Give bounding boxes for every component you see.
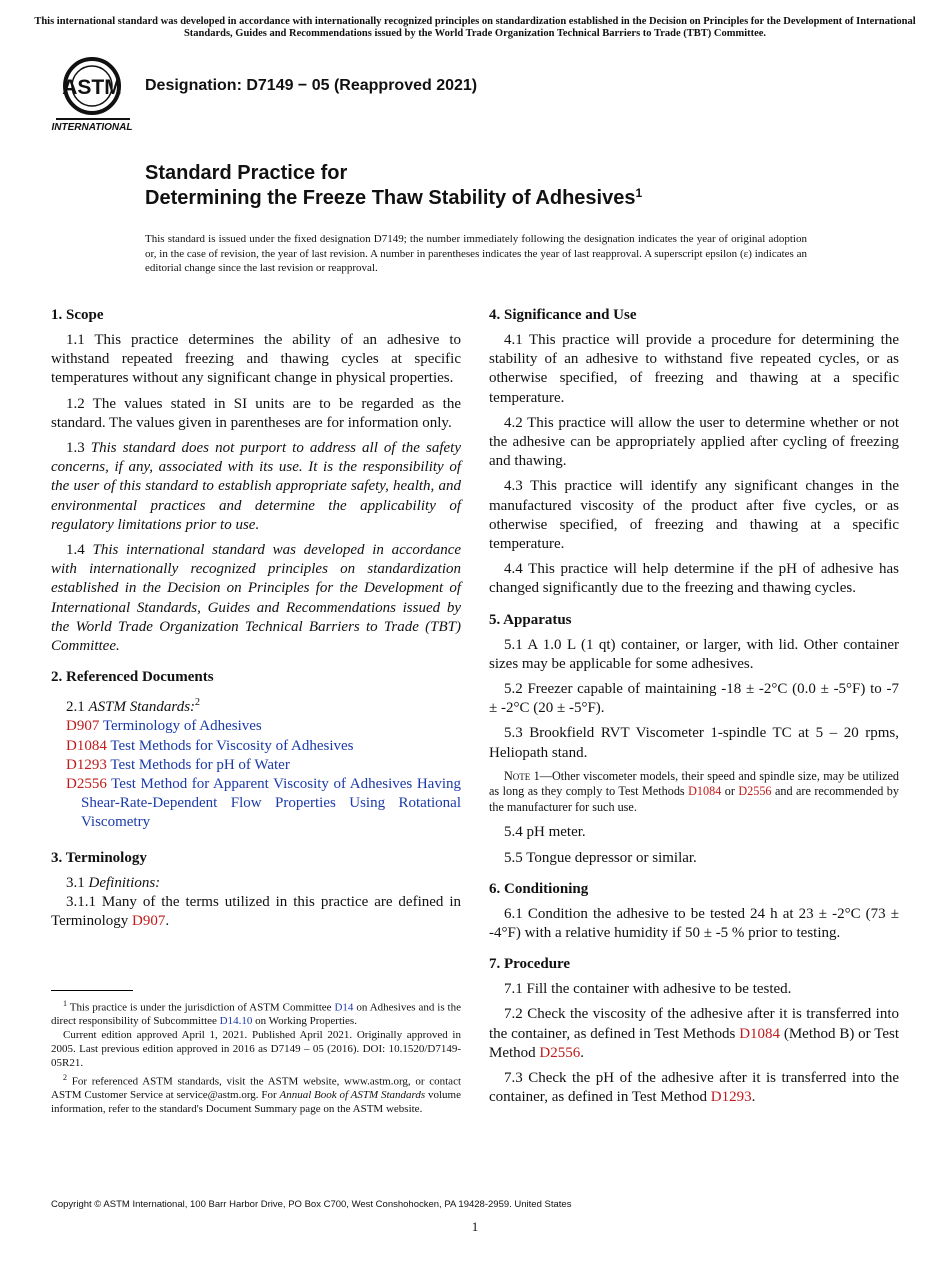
para-3-1: 3.1 Definitions: [66, 874, 161, 891]
reference-item[interactable]: D907 Terminology of Adhesives [66, 718, 262, 735]
para-1-4: 1.4 This international standard was developed in accordance with internationally recognized principles on standardization established in the Decision on Principles for the Development of International Standards, Guides and Recommendations issued by the World Trade Organization Technical Barriers to Trade (TBT) Committee. [51, 542, 462, 655]
left-column [51, 306, 461, 937]
para-5-5: 5.5 Tongue depressor or similar. [504, 849, 697, 866]
section-terminology-heading: 3. Terminology [51, 849, 147, 866]
link-d14[interactable]: D14 [334, 1001, 354, 1014]
para-7-1: 7.1 Fill the container with adhesive to be tested. [504, 981, 792, 998]
link-d1293[interactable]: D1293 [710, 1089, 752, 1106]
link-d1084[interactable]: D1084 [688, 784, 722, 799]
para-4-3: 4.3 This practice will identify any significant changes in the manufactured viscosity of the product after five cycles, or as otherwise specified, of freezing and thawing at a specific temperature. [489, 478, 899, 553]
footnote-2: $^2$ For referenced ASTM standards, visit the ASTM website, www.astm.org, or contact ASTM Customer Service at service@astm.org. For Annual Book of ASTM Standards volume information, refer to the standard's Document Summary page on the ASTM website. [51, 1072, 462, 1115]
section-procedure-heading: 7. Procedure [489, 956, 571, 973]
para-5-1: 5.1 A 1.0 L (1 qt) container, or larger, with lid. Other container sizes may be applicable for some adhesives. [489, 636, 899, 672]
footnote-current-edition: Current edition approved April 1, 2021. Published April 2021. Originally approved in 2005. Last previous edition approved in 2016 as D7149 – 05 (2016). DOI: 10.1520/D7149-05R21. [51, 1029, 461, 1069]
astm-logo [50, 55, 136, 133]
document-title [145, 161, 642, 213]
link-d2556[interactable]: D2556 [738, 784, 772, 799]
astm-logo-icon [50, 55, 136, 133]
footnote-divider [51, 990, 133, 991]
link-d1084[interactable]: D1084 [739, 1025, 781, 1042]
svg-text:ASTM: ASTM [62, 76, 122, 99]
para-4-2: 4.2 This practice will allow the user to determine whether or not the adhesive can be appropriately applied after cycling of freezing and thawing. [489, 414, 899, 470]
reference-item[interactable]: D1084 Test Methods for Viscosity of Adhesives [66, 737, 354, 754]
para-5-4: 5.4 pH meter. [504, 824, 586, 841]
page-number: 1 [471, 1219, 479, 1234]
right-column [489, 306, 899, 1113]
footnote-1: $^1$ This practice is under the jurisdiction of ASTM Committee D14 on Adhesives and is the direct responsibility of Subcommittee D14.10 on Working Properties. [51, 999, 461, 1028]
standard-issue-note: This standard is issued under the fixed designation D7149; the number immediately following the designation indicates the year of original adoption or, in the case of revision, the year of last revision. A number in parentheses indicates the year of last reapproval. A superscript epsilon (ε) indicates an editorial change since the last revision or reapproval. [145, 233, 807, 274]
link-d2556[interactable]: D2556 [539, 1044, 581, 1061]
footnotes [51, 990, 461, 1117]
section-significance-heading: 4. Significance and Use [489, 307, 637, 323]
section-conditioning-heading: 6. Conditioning [489, 880, 589, 897]
link-d907[interactable]: D907 [132, 913, 166, 930]
para-7-3: 7.3 Check the pH of the adhesive after it is transferred into the container, as defined in Test Method D1293. [489, 1069, 899, 1106]
section-scope-heading: 1. Scope [51, 307, 104, 323]
logo-label: INTERNATIONAL [51, 122, 133, 133]
para-1-2: 1.2 The values stated in SI units are to be regarded as the standard. The values given in parentheses are for information only. [51, 395, 461, 431]
section-referenced-documents-heading: 2. Referenced Documents [51, 669, 214, 686]
para-5-2: 5.2 Freezer capable of maintaining -18 ± -2°C (0.0 ± -5°F) to -7 ± -2°C (20 ± -5°F). [489, 681, 899, 717]
top-notice: This international standard was developed in accordance with internationally recognized principles on standardization established in the Decision on Principles for the Development of International Standards, Guides and Recommendations issued by the World Trade Organization Technical Barriers to Trade (TBT) Committee. [34, 16, 916, 39]
para-4-1: 4.1 This practice will provide a procedure for determining the stability of an adhesive to withstand five repeated cycles, or as otherwise specified, of freezing and thawing at a specific temperature. [489, 332, 899, 406]
title-line-1: Standard Practice for [145, 162, 348, 184]
note-1: Note 1—Other viscometer models, their speed and spindle size, may be utilized as long as they comply to Test Methods D1084 or D2556 and are recommended by the manufacturer for such use. [489, 768, 900, 814]
para-1-3: 1.3 This standard does not purport to address all of the safety concerns, if any, associated with its use. It is the responsibility of the user of this standard to establish appropriate safety, health, and environmental practices and determine the applicability of regulatory limitations prior to use. [51, 440, 461, 533]
designation: Designation: D7149 − 05 (Reapproved 2021) [145, 77, 478, 94]
para-5-3: 5.3 Brookfield RVT Viscometer 1-spindle TC at 5 – 20 rpms, Heliopath stand. [489, 725, 899, 761]
para-2-1: 2.1 ASTM Standards:$^2$ [66, 697, 201, 716]
para-7-2: 7.2 Check the viscosity of the adhesive after it is transferred into the container, as defined in Test Methods D1084 (Method B) or Test Method D2556. [489, 1006, 899, 1061]
para-4-4: 4.4 This practice will help determine if the pH of adhesive has changed significantly due to the freezing and thawing cycles. [489, 561, 899, 597]
para-1-1: 1.1 This practice determines the ability of an adhesive to withstand repeated freezing and thawing cycles at specific temperatures without any significant change in physical properties. [51, 332, 461, 387]
reference-list [66, 717, 461, 832]
reference-item[interactable]: D1293 Test Methods for pH of Water [66, 756, 290, 773]
title-footnote-mark: 1 [635, 186, 643, 200]
copyright: Copyright © ASTM International, 100 Barr Harbor Drive, PO Box C700, West Conshohocken, PA 19428-2959. United States [51, 1199, 572, 1210]
section-apparatus-heading: 5. Apparatus [489, 611, 572, 628]
title-line-2: Determining the Freeze Thaw Stability of Adhesives$^1$ [145, 186, 643, 209]
para-3-1-1: 3.1.1 Many of the terms utilized in this practice are defined in Terminology D907. [51, 893, 461, 930]
link-d14-10[interactable]: D14.10 [219, 1015, 253, 1028]
para-6-1: 6.1 Condition the adhesive to be tested 24 h at 23 ± -2°C (73 ± -4°F) with a relative humidity if 50 ± -5 % prior to testing. [489, 905, 899, 941]
reference-item[interactable]: D2556 Test Method for Apparent Viscosity of Adhesives Having Shear-Rate-Dependent Flow Properties Using Rotational Viscometry [66, 776, 461, 831]
